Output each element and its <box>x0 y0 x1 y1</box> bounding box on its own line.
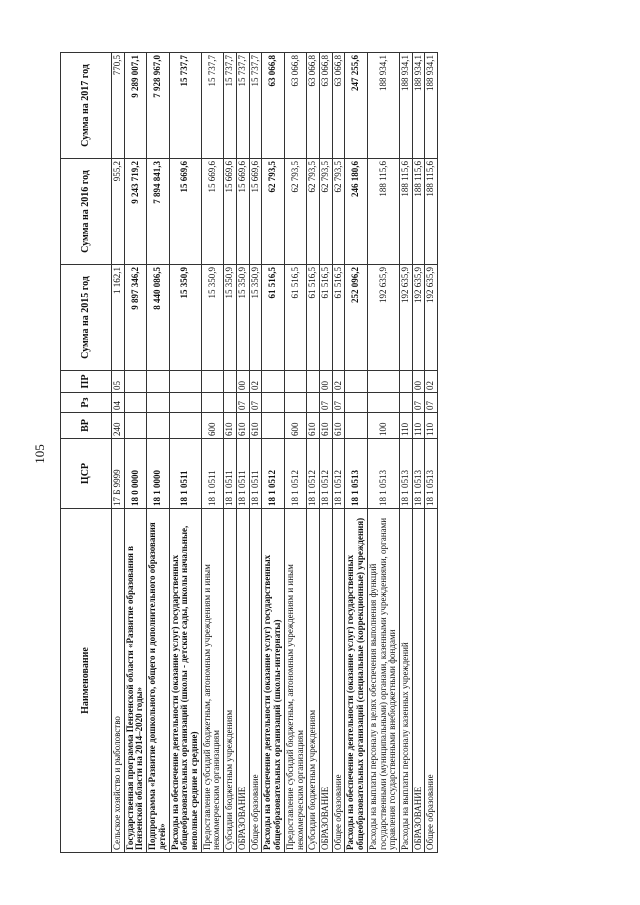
row-rz-cell <box>201 392 223 412</box>
row-name-cell: Предоставление субсидий бюджетным, автономным учреждениям и иным некоммерческим организациям <box>284 508 306 852</box>
row-rz-cell: 07 <box>236 392 249 412</box>
row-rz-cell <box>345 392 367 412</box>
row-sum-2016-cell: 62 793,5 <box>319 158 332 264</box>
row-vr-cell: 610 <box>224 412 237 438</box>
row-sum-2016-cell: 188 115,6 <box>425 158 438 264</box>
row-rz-cell <box>169 392 201 412</box>
row-pr-cell <box>224 370 237 392</box>
row-sum-2017-cell: 188 934,1 <box>399 52 412 158</box>
row-name-cell: ОБРАЗОВАНИЕ <box>412 508 425 852</box>
row-sum-2015-cell: 15 350,9 <box>249 264 262 370</box>
row-csr-cell: 18 1 0512 <box>262 438 284 508</box>
row-sum-2017-cell: 15 737,7 <box>249 52 262 158</box>
header-sum-2016: Сумма на 2016 год <box>61 158 112 264</box>
row-sum-2016-cell: 62 793,5 <box>262 158 284 264</box>
row-csr-cell: 18 1 0511 <box>236 438 249 508</box>
row-rz-cell <box>399 392 412 412</box>
row-name-cell: Подпрограмма «Развитие дошкольного, общего и дополнительного образования детей» <box>147 508 169 852</box>
row-sum-2017-cell: 188 934,1 <box>412 52 425 158</box>
row-sum-2015-cell: 15 350,9 <box>224 264 237 370</box>
row-sum-2017-cell: 9 289 007,1 <box>124 52 146 158</box>
row-sum-2017-cell: 188 934,1 <box>425 52 438 158</box>
row-rz-cell <box>284 392 306 412</box>
row-sum-2015-cell: 192 635,9 <box>399 264 412 370</box>
table-row <box>124 52 146 852</box>
table-row <box>147 52 169 852</box>
row-name-cell: Субсидии бюджетным учреждениям <box>307 508 320 852</box>
row-rz-cell: 07 <box>249 392 262 412</box>
row-sum-2017-cell: 770,5 <box>112 52 125 158</box>
row-pr-cell: 00 <box>319 370 332 392</box>
row-sum-2016-cell: 62 793,5 <box>332 158 345 264</box>
row-vr-cell: 100 <box>367 412 399 438</box>
row-csr-cell: 18 0 0000 <box>124 438 146 508</box>
table-row <box>236 52 249 852</box>
row-name-cell: Общее образование <box>425 508 438 852</box>
table-row <box>201 52 223 852</box>
row-rz-cell: 07 <box>332 392 345 412</box>
row-sum-2016-cell: 188 115,6 <box>399 158 412 264</box>
row-csr-cell: 18 1 0513 <box>412 438 425 508</box>
row-vr-cell <box>169 412 201 438</box>
row-sum-2015-cell: 61 516,5 <box>262 264 284 370</box>
table-row <box>262 52 284 852</box>
row-csr-cell: 17 Б 9999 <box>112 438 125 508</box>
row-name-cell: Расходы на обеспечение деятельности (оказание услуг) государственных общеобразовательных организаций (школы - детские сады, школы начальные, неполные средние и средние) <box>169 508 201 852</box>
row-sum-2017-cell: 15 737,7 <box>224 52 237 158</box>
row-pr-cell: 05 <box>112 370 125 392</box>
row-sum-2017-cell: 247 255,6 <box>345 52 367 158</box>
table-row <box>319 52 332 852</box>
row-sum-2015-cell: 15 350,9 <box>201 264 223 370</box>
header-pr: ПР <box>61 370 112 392</box>
row-csr-cell: 18 1 0512 <box>307 438 320 508</box>
row-vr-cell <box>345 412 367 438</box>
row-csr-cell: 18 1 0512 <box>332 438 345 508</box>
row-rz-cell: 07 <box>412 392 425 412</box>
row-rz-cell: 07 <box>425 392 438 412</box>
row-sum-2017-cell: 63 066,8 <box>319 52 332 158</box>
row-sum-2015-cell: 192 635,9 <box>367 264 399 370</box>
row-sum-2016-cell: 15 669,6 <box>236 158 249 264</box>
table-row <box>332 52 345 852</box>
row-csr-cell: 18 1 0511 <box>249 438 262 508</box>
row-pr-cell: 02 <box>425 370 438 392</box>
row-vr-cell: 110 <box>412 412 425 438</box>
row-sum-2015-cell: 61 516,5 <box>284 264 306 370</box>
table-row <box>425 52 438 852</box>
row-pr-cell: 00 <box>236 370 249 392</box>
row-rz-cell <box>307 392 320 412</box>
header-name: Наименование <box>61 508 112 852</box>
row-vr-cell: 240 <box>112 412 125 438</box>
row-pr-cell <box>307 370 320 392</box>
row-name-cell: Субсидии бюджетным учреждениям <box>224 508 237 852</box>
row-sum-2016-cell: 62 793,5 <box>284 158 306 264</box>
header-rz: Рз <box>61 392 112 412</box>
row-vr-cell <box>262 412 284 438</box>
row-name-cell: Общее образование <box>249 508 262 852</box>
row-name-cell: Расходы на выплаты персоналу казенных учреждений <box>399 508 412 852</box>
row-sum-2015-cell: 192 635,9 <box>425 264 438 370</box>
row-rz-cell <box>124 392 146 412</box>
row-csr-cell: 18 1 0511 <box>201 438 223 508</box>
row-sum-2016-cell: 15 669,6 <box>249 158 262 264</box>
row-sum-2016-cell: 955,2 <box>112 158 125 264</box>
row-sum-2017-cell: 188 934,1 <box>367 52 399 158</box>
row-sum-2015-cell: 252 096,2 <box>345 264 367 370</box>
row-sum-2017-cell: 63 066,8 <box>332 52 345 158</box>
row-vr-cell: 600 <box>201 412 223 438</box>
row-sum-2015-cell: 1 162,1 <box>112 264 125 370</box>
row-name-cell: Предоставление субсидий бюджетным, автономным учреждениям и иным некоммерческим организациям <box>201 508 223 852</box>
row-vr-cell <box>147 412 169 438</box>
row-csr-cell: 18 1 0513 <box>399 438 412 508</box>
row-pr-cell <box>284 370 306 392</box>
row-sum-2016-cell: 62 793,5 <box>307 158 320 264</box>
row-sum-2017-cell: 15 737,7 <box>169 52 201 158</box>
row-sum-2016-cell: 7 894 841,3 <box>147 158 169 264</box>
header-csr: ЦСР <box>61 438 112 508</box>
row-csr-cell: 18 1 0513 <box>367 438 399 508</box>
budget-table <box>60 52 438 853</box>
row-sum-2017-cell: 63 066,8 <box>284 52 306 158</box>
row-pr-cell <box>262 370 284 392</box>
rotated-table-container <box>60 53 580 853</box>
table-header-row <box>61 52 112 852</box>
row-sum-2015-cell: 9 897 346,2 <box>124 264 146 370</box>
row-vr-cell: 610 <box>307 412 320 438</box>
row-sum-2015-cell: 61 516,5 <box>307 264 320 370</box>
row-pr-cell <box>147 370 169 392</box>
row-csr-cell: 18 1 0512 <box>319 438 332 508</box>
header-sum-2015: Сумма на 2015 год <box>61 264 112 370</box>
row-name-cell: ОБРАЗОВАНИЕ <box>319 508 332 852</box>
row-name-cell: Расходы на выплаты персоналу в целях обеспечения выполнения функций государственными (муниципальными) органами, казенными учреждениями, органами управления государственными внебюджетными фондами <box>367 508 399 852</box>
table-body <box>112 52 438 852</box>
row-csr-cell: 18 1 0512 <box>284 438 306 508</box>
row-sum-2015-cell: 61 516,5 <box>332 264 345 370</box>
table-row <box>224 52 237 852</box>
row-vr-cell: 610 <box>236 412 249 438</box>
row-rz-cell <box>147 392 169 412</box>
header-vr: ВР <box>61 412 112 438</box>
row-vr-cell: 610 <box>249 412 262 438</box>
table-row <box>367 52 399 852</box>
row-csr-cell: 18 1 0513 <box>425 438 438 508</box>
row-vr-cell: 600 <box>284 412 306 438</box>
row-sum-2015-cell: 15 350,9 <box>169 264 201 370</box>
table-row <box>412 52 425 852</box>
table-row <box>169 52 201 852</box>
table-row <box>307 52 320 852</box>
row-rz-cell <box>262 392 284 412</box>
row-pr-cell <box>345 370 367 392</box>
row-sum-2016-cell: 9 243 719,2 <box>124 158 146 264</box>
table-row <box>284 52 306 852</box>
header-sum-2017: Сумма на 2017 год <box>61 52 112 158</box>
row-pr-cell <box>124 370 146 392</box>
row-sum-2015-cell: 61 516,5 <box>319 264 332 370</box>
row-name-cell: Расходы на обеспечение деятельности (оказание услуг) государственных общеобразовательных организаций (специальные (коррекционные) учреждения) <box>345 508 367 852</box>
row-csr-cell: 18 1 0511 <box>169 438 201 508</box>
row-csr-cell: 18 1 0000 <box>147 438 169 508</box>
table-row <box>345 52 367 852</box>
row-name-cell: Государственная программа Пензенской области «Развитие образования в Пензенской области на 2014–2020 годы» <box>124 508 146 852</box>
row-sum-2017-cell: 15 737,7 <box>201 52 223 158</box>
row-pr-cell: 02 <box>249 370 262 392</box>
row-sum-2017-cell: 7 928 967,0 <box>147 52 169 158</box>
row-rz-cell <box>224 392 237 412</box>
row-vr-cell: 610 <box>319 412 332 438</box>
row-sum-2016-cell: 188 115,6 <box>412 158 425 264</box>
table-row <box>112 52 125 852</box>
row-rz-cell: 07 <box>319 392 332 412</box>
row-sum-2016-cell: 246 180,6 <box>345 158 367 264</box>
row-pr-cell <box>367 370 399 392</box>
row-sum-2016-cell: 15 669,6 <box>201 158 223 264</box>
row-csr-cell: 18 1 0513 <box>345 438 367 508</box>
row-sum-2015-cell: 8 440 086,5 <box>147 264 169 370</box>
row-pr-cell <box>399 370 412 392</box>
row-sum-2016-cell: 15 669,6 <box>224 158 237 264</box>
row-pr-cell <box>169 370 201 392</box>
table-row <box>399 52 412 852</box>
row-pr-cell: 00 <box>412 370 425 392</box>
row-csr-cell: 18 1 0511 <box>224 438 237 508</box>
row-sum-2017-cell: 63 066,8 <box>307 52 320 158</box>
table-row <box>249 52 262 852</box>
row-name-cell: Общее образование <box>332 508 345 852</box>
row-vr-cell: 110 <box>425 412 438 438</box>
row-rz-cell: 04 <box>112 392 125 412</box>
page-number: 105 <box>31 444 47 464</box>
row-sum-2016-cell: 188 115,6 <box>367 158 399 264</box>
row-name-cell: Сельское хозяйство и рыболовство <box>112 508 125 852</box>
row-rz-cell <box>367 392 399 412</box>
row-vr-cell: 610 <box>332 412 345 438</box>
row-name-cell: Расходы на обеспечение деятельности (оказание услуг) государственных общеобразовательных организаций (школы-интернаты) <box>262 508 284 852</box>
row-sum-2016-cell: 15 669,6 <box>169 158 201 264</box>
row-sum-2015-cell: 15 350,9 <box>236 264 249 370</box>
row-name-cell: ОБРАЗОВАНИЕ <box>236 508 249 852</box>
row-pr-cell: 02 <box>332 370 345 392</box>
row-vr-cell <box>124 412 146 438</box>
row-vr-cell: 110 <box>399 412 412 438</box>
row-pr-cell <box>201 370 223 392</box>
row-sum-2015-cell: 192 635,9 <box>412 264 425 370</box>
row-sum-2017-cell: 63 066,8 <box>262 52 284 158</box>
row-sum-2017-cell: 15 737,7 <box>236 52 249 158</box>
